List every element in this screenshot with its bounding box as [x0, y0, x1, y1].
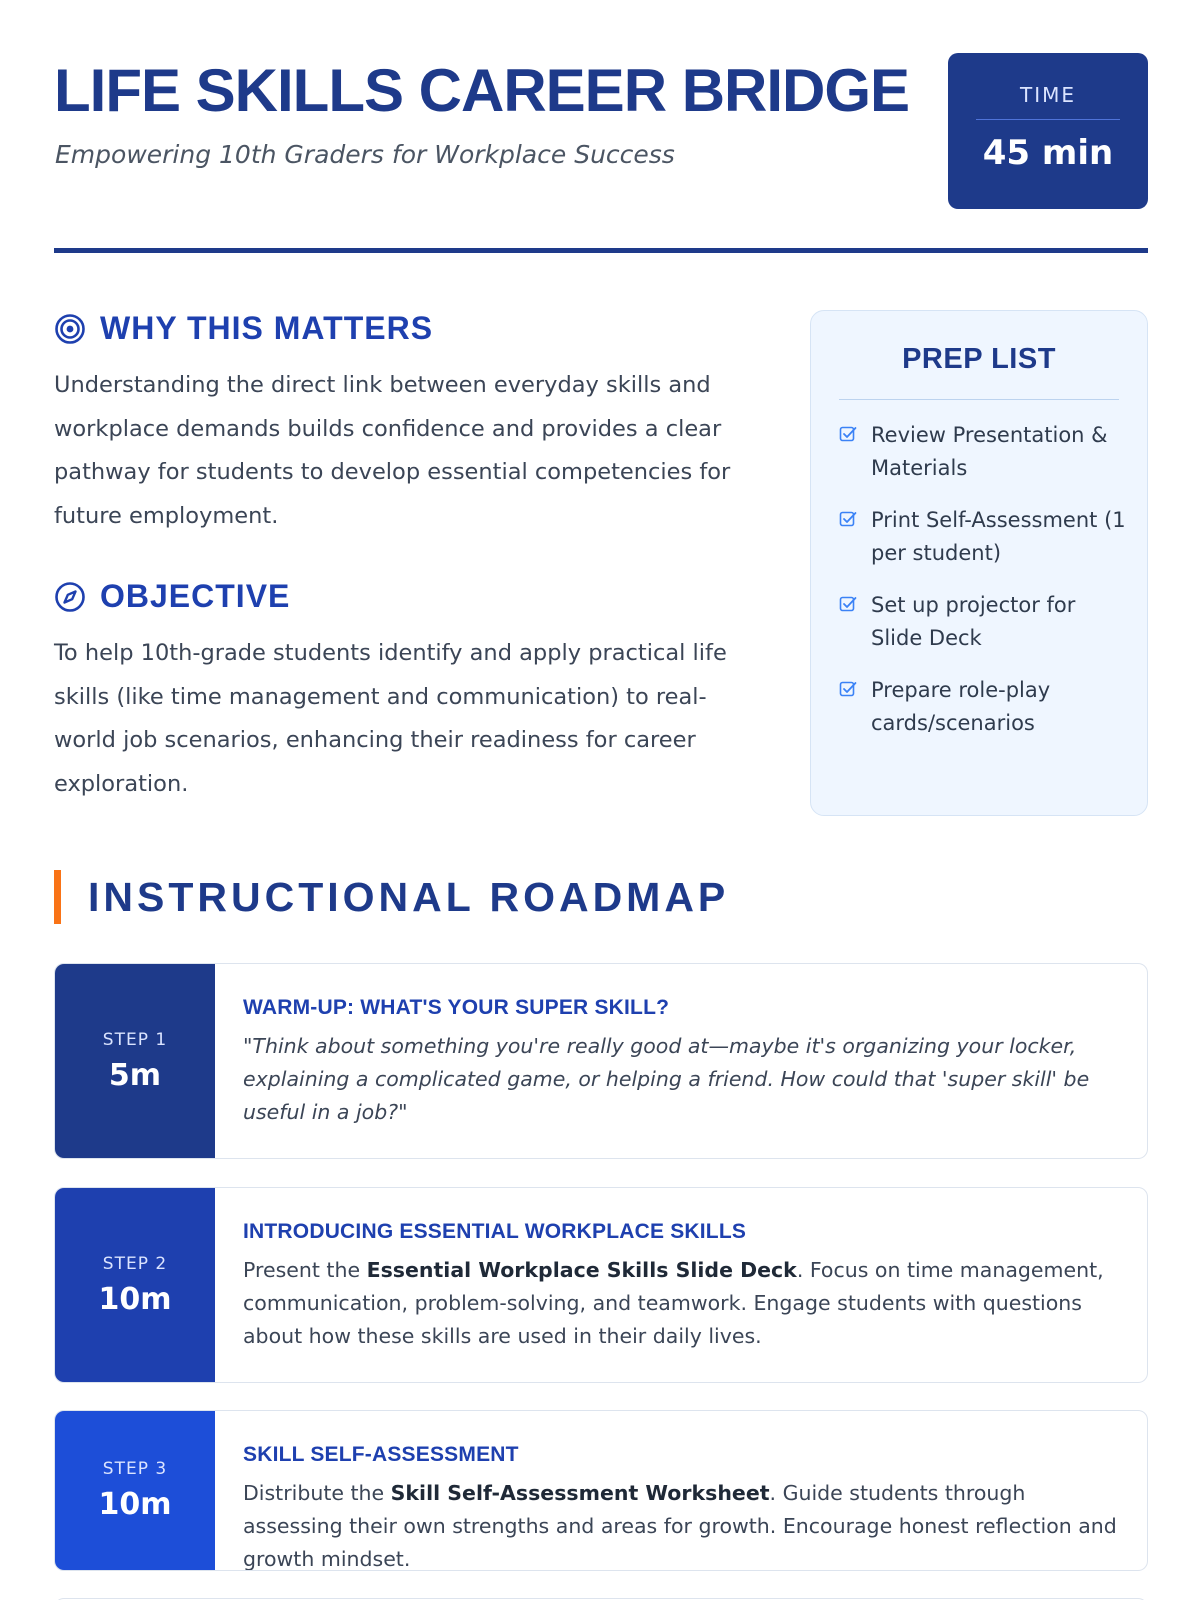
step-3-badge [55, 1411, 215, 1570]
page-header [54, 50, 1148, 210]
step-label: STEP 1 [102, 1029, 168, 1050]
step-description [243, 1477, 1117, 1571]
why-heading-row [54, 310, 433, 347]
step-text-pre: Present the [243, 1258, 367, 1282]
step-1-badge [55, 964, 215, 1158]
prep-list-item [839, 504, 1129, 570]
time-value: 45 min [982, 133, 1114, 173]
step-text-post: . Guide students through assessing their own strengths and areas for growth. Encourage honest reflection and growth mindset. [243, 1481, 1117, 1571]
roadmap-step-1 [54, 963, 1148, 1159]
step-1-content [243, 996, 1117, 1129]
prep-list [839, 419, 1129, 759]
roadmap-step-3 [54, 1410, 1148, 1571]
why-body: Understanding the direct link between everyday skills and workplace demands builds confidence and provides a clear pathway for students to develop essential competencies for future employment. [54, 372, 731, 529]
step-3-content [243, 1443, 1117, 1571]
prep-item-label: Set up projector for Slide Deck [871, 593, 1076, 650]
checkbox-checked-icon [839, 680, 857, 698]
roadmap-step-2 [54, 1187, 1148, 1383]
objective-heading-row [54, 578, 290, 615]
step-duration: 5m [108, 1057, 162, 1093]
step-title: INTRODUCING ESSENTIAL WORKPLACE SKILLS [243, 1220, 747, 1243]
page-subtitle: Empowering 10th Graders for Workplace Success [55, 140, 675, 169]
step-text-pre: Distribute the [243, 1481, 391, 1505]
prep-list-divider [839, 399, 1119, 400]
prep-item-label: Review Presentation & Materials [871, 423, 1108, 480]
step-description [243, 1254, 1117, 1353]
why-heading: WHY THIS MATTERS [100, 310, 434, 346]
prep-list-item [839, 674, 1129, 740]
prep-list-item [839, 419, 1129, 485]
step-description: "Think about something you're really good at—maybe it's organizing your locker, explaining a complicated game, or helping a friend. How could that 'super skill' be useful in a job?" [243, 1034, 1090, 1124]
compass-icon [54, 581, 86, 613]
step-label: STEP 3 [102, 1459, 168, 1479]
step-title: SKILL SELF-ASSESSMENT [243, 1443, 519, 1466]
step-material-name: Essential Workplace Skills Slide Deck [366, 1258, 797, 1282]
checkbox-checked-icon [839, 425, 857, 443]
step-duration: 10m [98, 1487, 172, 1522]
objective-body: To help 10th-grade students identify and apply practical life skills (like time management and communication) to real-world job scenarios, enhancing their readiness for career exploration. [54, 640, 727, 797]
step-duration: 10m [98, 1281, 172, 1317]
prep-list-item [839, 589, 1129, 655]
time-badge [948, 53, 1148, 209]
checkbox-checked-icon [839, 510, 857, 528]
page-title: LIFE SKILLS CAREER BRIDGE [54, 57, 910, 124]
step-material-name: Skill Self-Assessment Worksheet [390, 1481, 770, 1505]
prep-item-label: Prepare role-play cards/scenarios [871, 678, 1051, 735]
target-icon [54, 313, 86, 345]
prep-list-title: PREP LIST [902, 343, 1056, 375]
prep-list-card [810, 310, 1148, 816]
step-label: STEP 2 [102, 1253, 168, 1274]
step-text-post: . Focus on time management, communication, problem-solving, and teamwork. Engage students with questions about how these skills are used in their daily lives. [243, 1258, 1104, 1348]
step-2-content [243, 1220, 1117, 1353]
time-divider [976, 119, 1120, 120]
checkbox-checked-icon [839, 595, 857, 613]
roadmap-accent-bar [54, 870, 61, 924]
objective-heading: OBJECTIVE [100, 578, 291, 614]
step-title: WARM-UP: WHAT'S YOUR SUPER SKILL? [243, 996, 670, 1019]
header-divider [54, 248, 1148, 253]
time-label: TIME [1019, 83, 1076, 107]
roadmap-heading: INSTRUCTIONAL ROADMAP [88, 873, 730, 920]
step-2-badge [55, 1188, 215, 1382]
roadmap-heading-row [54, 870, 729, 924]
prep-item-label: Print Self-Assessment (1 per student) [871, 508, 1126, 565]
